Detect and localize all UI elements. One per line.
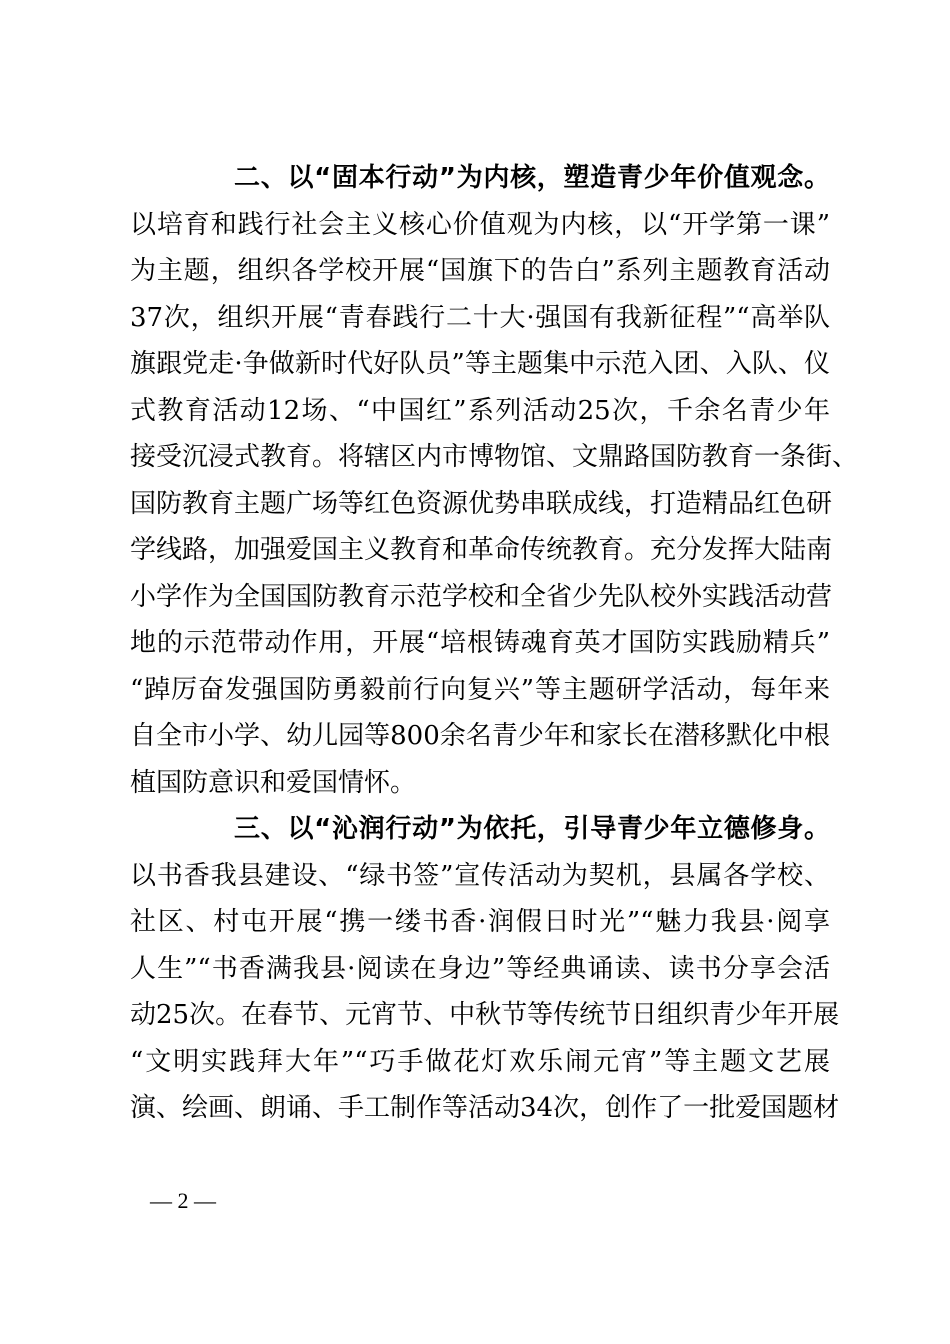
section-2-line: 接受沉浸式教育。将辖区内市博物馆、文鼎路国防教育一条街、 (130, 442, 859, 472)
section-2-line: 国防教育主题广场等红色资源优势串联成线，打造精品红色研 (130, 489, 833, 519)
section-2-line: 式教育活动12场、“中国红”系列活动25次，千余名青少年 (130, 396, 830, 426)
page-number: — 2 — (150, 1188, 216, 1213)
section-2-heading: 二、以“固本行动”为内核，塑造青少年价值观念。 (234, 163, 830, 193)
section-3-line: 动25次。在春节、元宵节、中秋节等传统节日组织青少年开展 (130, 1000, 840, 1030)
section-3-line: “文明实践拜大年”“巧手做花灯欢乐闹元宵”等主题文艺展 (130, 1047, 830, 1077)
section-3-line: 以书香我县建设、“绿书签”宣传活动为契机，县属各学校、 (130, 861, 830, 891)
section-2-line: 学线路，加强爱国主义教育和革命传统教育。充分发挥大陆南 (130, 535, 833, 565)
section-2-line: 植国防意识和爱国情怀。 (130, 768, 417, 798)
section-2-line: 地的示范带动作用，开展“培根铸魂育英才国防实践励精兵” (130, 628, 830, 658)
section-2-line: 37次，组织开展“青春践行二十大·强国有我新征程”“高举队 (130, 303, 830, 333)
section-3-line: 演、绘画、朗诵、手工制作等活动34次，创作了一批爱国题材 (130, 1093, 840, 1123)
section-2-line: 为主题，组织各学校开展“国旗下的告白”系列主题教育活动 (130, 256, 830, 286)
section-2-line: “踔厉奋发强国防勇毅前行向复兴”等主题研学活动，每年来 (130, 675, 830, 705)
section-3-line: 人生”“书香满我县·阅读在身边”等经典诵读、读书分享会活 (130, 954, 830, 984)
section-2-line: 旗跟党走·争做新时代好队员”等主题集中示范入团、入队、仪 (130, 349, 830, 379)
section-2-line: 自全市小学、幼儿园等800余名青少年和家长在潜移默化中根 (130, 721, 830, 751)
section-2-line: 小学作为全国国防教育示范学校和全省少先队校外实践活动营 (130, 582, 833, 612)
section-2-line: 以培育和践行社会主义核心价值观为内核，以“开学第一课” (130, 210, 830, 240)
section-3-heading: 三、以“沁润行动”为依托，引导青少年立德修身。 (234, 814, 830, 844)
section-3-line: 社区、村屯开展“携一缕书香·润假日时光”“魅力我县·阅享 (130, 907, 830, 937)
